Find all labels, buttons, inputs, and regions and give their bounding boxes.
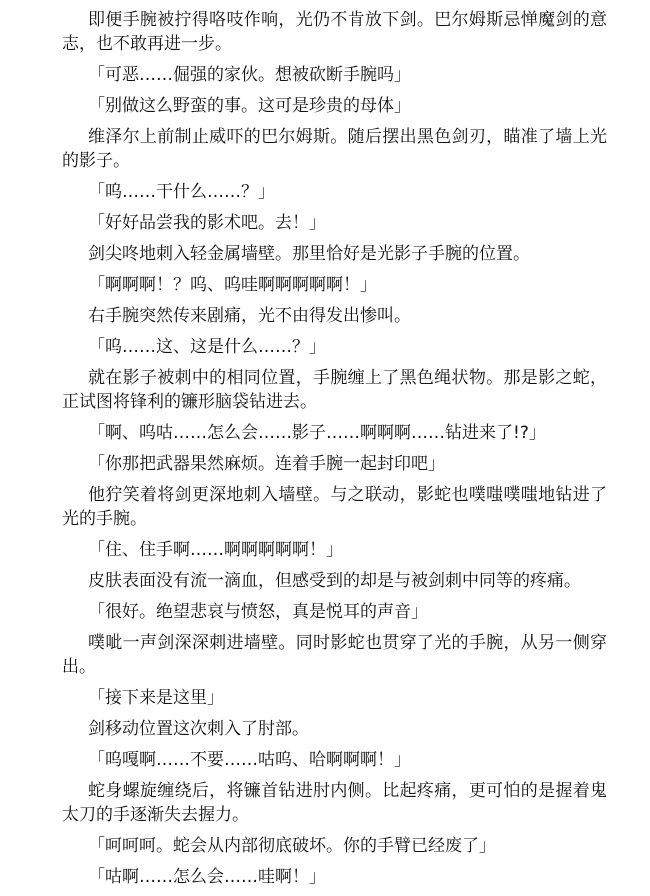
paragraph: 即便手腕被拧得咯吱作响，光仍不肯放下剑。巴尔姆斯忌惮魔剑的意志，也不敢再进一步。 — [62, 10, 607, 54]
dialogue-line: 「很好。绝望悲哀与愤怒，真是悦耳的声音」 — [88, 602, 428, 622]
dialogue-line: 「接下来是这里」 — [88, 688, 224, 708]
dialogue-line: 「别做这么野蛮的事。这可是珍贵的母体」 — [88, 96, 411, 116]
dialogue-line: 「可恶……倔强的家伙。想被砍断手腕吗」 — [88, 65, 411, 85]
paragraph: 剑移动位置这次刺入了肘部。 — [88, 719, 309, 739]
dialogue-line: 「你那把武器果然麻烦。连着手腕一起封印吧」 — [88, 454, 445, 474]
paragraph: 维泽尔上前制止威吓的巴尔姆斯。随后摆出黑色剑刃，瞄准了墙上光的影子。 — [62, 127, 607, 171]
dialogue-line: 「住、住手啊……啊啊啊啊啊！」 — [88, 540, 343, 560]
paragraph: 就在影子被刺中的相同位置，手腕缠上了黑色绳状物。那是影之蛇，正试图将锋利的镰形脑袋钻进去。 — [62, 368, 607, 412]
paragraph: 剑尖咚地刺入轻金属墙壁。那里恰好是光影子手腕的位置。 — [88, 244, 530, 264]
dialogue-line: 「啊啊啊！？呜、呜哇啊啊啊啊啊！」 — [88, 275, 377, 295]
dialogue-line: 「咕啊……怎么会……哇啊！」 — [88, 867, 326, 887]
paragraph: 右手腕突然传来剧痛，光不由得发出惨叫。 — [88, 306, 411, 326]
paragraph: 噗呲一声剑深深刺进墙壁。同时影蛇也贯穿了光的手腕，从另一侧穿出。 — [62, 633, 607, 677]
dialogue-line: 「呜……这、这是什么……？」 — [88, 337, 326, 357]
paragraph: 他狞笑着将剑更深地刺入墙壁。与之联动，影蛇也噗嗤噗嗤地钻进了光的手腕。 — [62, 485, 607, 529]
paragraph: 蛇身螺旋缠绕后，将镰首钻进肘内侧。比起疼痛，更可怕的是握着鬼太刀的手逐渐失去握力。 — [62, 781, 607, 825]
dialogue-line: 「呜……干什么……？」 — [88, 182, 275, 202]
dialogue-line: 「好好品尝我的影术吧。去！」 — [88, 213, 326, 233]
paragraph: 皮肤表面没有流一滴血，但感受到的却是与被剑刺中同等的疼痛。 — [88, 571, 581, 591]
dialogue-line: 「呵呵呵。蛇会从内部彻底破坏。你的手臂已经废了」 — [88, 836, 496, 856]
dialogue-line: 「啊、呜咕……怎么会……影子……啊啊啊……钻进来了!?」 — [88, 423, 546, 443]
document-page — [62, 8, 607, 896]
dialogue-line: 「呜嘎啊……不要……咕呜、哈啊啊啊！」 — [88, 750, 411, 770]
